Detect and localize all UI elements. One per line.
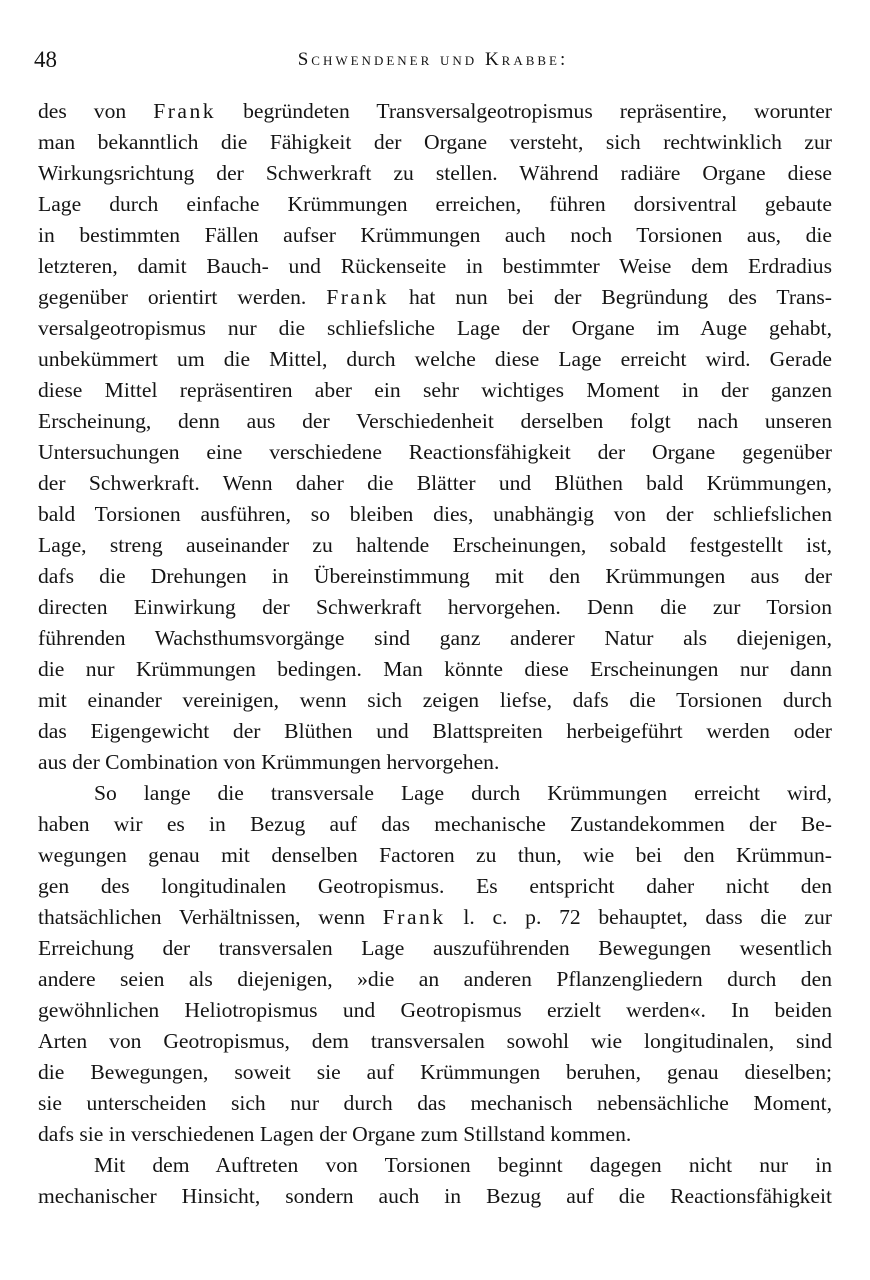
text-line: in bestimmten Fällen aufser Krümmungen auch noch Torsionen aus, die — [38, 223, 832, 247]
text-line: thatsächlichen Verhältnissen, wenn Frank l. c. p. 72 behauptet, dass die zur — [38, 905, 832, 929]
text-line: Lage, streng auseinander zu haltende Erscheinungen, sobald festgestellt ist, — [38, 533, 832, 557]
text-line: führenden Wachsthumsvorgänge sind ganz anderer Natur als diejenigen, — [38, 626, 832, 650]
text-line: der Schwerkraft. Wenn daher die Blätter und Blüthen bald Krümmungen, — [38, 471, 832, 495]
text-line: Lage durch einfache Krümmungen erreichen, führen dorsiventral gebaute — [38, 192, 832, 216]
text-line: des von Frank begründeten Transversalgeotropismus repräsentire, worunter — [38, 99, 832, 123]
text-line: Erreichung der transversalen Lage auszuführenden Bewegungen wesentlich — [38, 936, 832, 960]
text-line: letzteren, damit Bauch- und Rückenseite in bestimmter Weise dem Erdradius — [38, 254, 832, 278]
text-line: gegenüber orientirt werden. Frank hat nun bei der Begründung des Trans- — [38, 285, 832, 309]
text-line: Wirkungsrichtung der Schwerkraft zu stellen. Während radiäre Organe diese — [38, 161, 832, 185]
text-line: andere seien als diejenigen, »die an anderen Pflanzengliedern durch den — [38, 967, 832, 991]
text-line: Arten von Geotropismus, dem transversalen sowohl wie longitudinalen, sind — [38, 1029, 832, 1053]
text-line: versalgeotropismus nur die schliefsliche Lage der Organe im Auge gehabt, — [38, 316, 832, 340]
paragraph-end-line: aus der Combination von Krümmungen hervorgehen. — [38, 750, 500, 774]
body-text — [38, 96, 832, 1212]
text-line: mechanischer Hinsicht, sondern auch in Bezug auf die Reactionsfähigkeit — [38, 1184, 832, 1208]
paragraph-start-line: Mit dem Auftreten von Torsionen beginnt dagegen nicht nur in — [94, 1153, 832, 1177]
text-line: diese Mittel repräsentiren aber ein sehr wichtiges Moment in der ganzen — [38, 378, 832, 402]
text-line: gen des longitudinalen Geotropismus. Es entspricht daher nicht den — [38, 874, 832, 898]
text-line: man bekanntlich die Fähigkeit der Organe versteht, sich rechtwinklich zur — [38, 130, 832, 154]
page-number: 48 — [34, 47, 57, 72]
paragraph-end-line: dafs sie in verschiedenen Lagen der Organe zum Stillstand kommen. — [38, 1122, 632, 1146]
text-line: die Bewegungen, soweit sie auf Krümmungen beruhen, genau dieselben; — [38, 1060, 832, 1084]
text-line: directen Einwirkung der Schwerkraft hervorgehen. Denn die zur Torsion — [38, 595, 832, 619]
text-line: bald Torsionen ausführen, so bleiben dies, unabhängig von der schliefslichen — [38, 502, 832, 526]
text-line: das Eigengewicht der Blüthen und Blattspreiten herbeigeführt werden oder — [38, 719, 832, 743]
emphasized-name: Frank — [382, 905, 446, 929]
text-line: dafs die Drehungen in Übereinstimmung mit den Krümmungen aus der — [38, 564, 832, 588]
page-header — [34, 44, 832, 76]
emphasized-name: Frank — [326, 285, 390, 309]
text-line: Erscheinung, denn aus der Verschiedenheit derselben folgt nach unseren — [38, 409, 832, 433]
paragraph-start-line: So lange die transversale Lage durch Krümmungen erreicht wird, — [94, 781, 832, 805]
emphasized-name: Frank — [153, 99, 217, 123]
text-line: Untersuchungen eine verschiedene Reactionsfähigkeit der Organe gegenüber — [38, 440, 832, 464]
running-head: Schwendener und Krabbe: — [297, 49, 569, 70]
text-line: unbekümmert um die Mittel, durch welche diese Lage erreicht wird. Gerade — [38, 347, 832, 371]
text-line: haben wir es in Bezug auf das mechanische Zustandekommen der Be- — [38, 812, 832, 836]
text-line: sie unterscheiden sich nur durch das mechanisch nebensächliche Moment, — [38, 1091, 832, 1115]
text-line: mit einander vereinigen, wenn sich zeigen liefse, dafs die Torsionen durch — [38, 688, 832, 712]
text-line: wegungen genau mit denselben Factoren zu thun, wie bei den Krümmun- — [38, 843, 832, 867]
text-line: gewöhnlichen Heliotropismus und Geotropismus erzielt werden«. In beiden — [38, 998, 832, 1022]
text-line: die nur Krümmungen bedingen. Man könnte diese Erscheinungen nur dann — [38, 657, 832, 681]
